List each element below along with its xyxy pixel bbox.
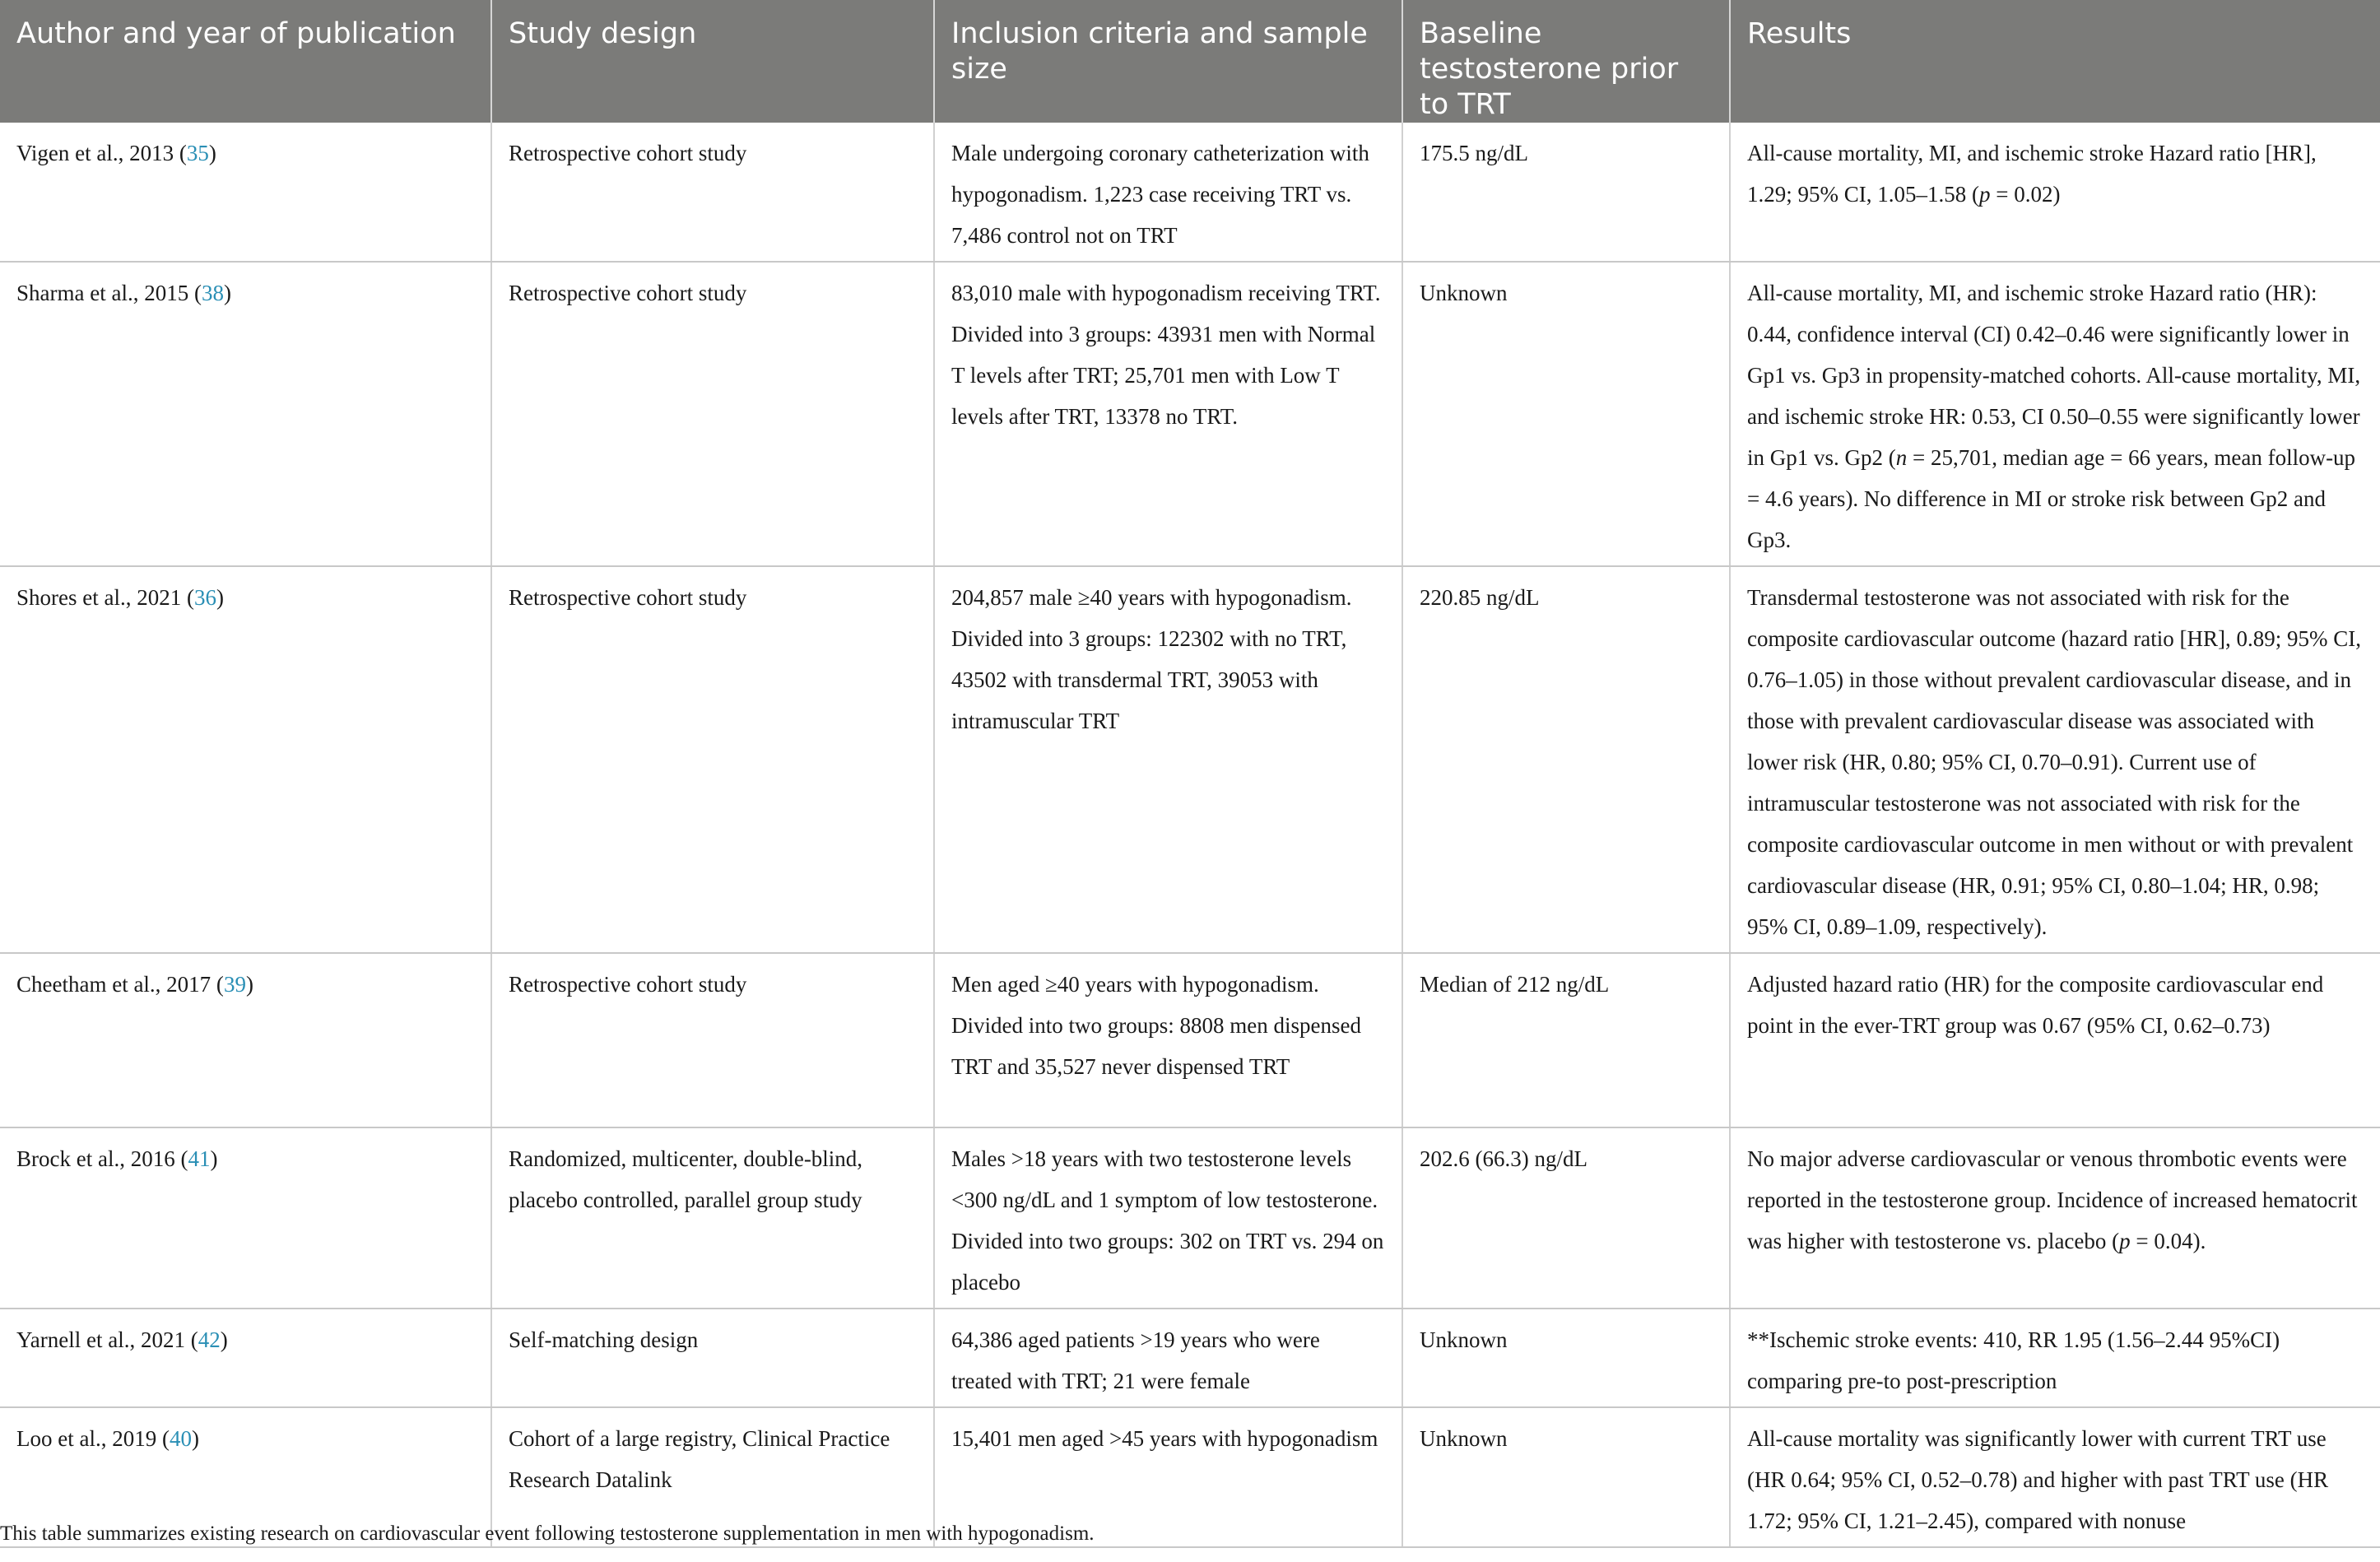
author-text-close: ) (216, 585, 224, 610)
reference-link[interactable]: 42 (198, 1327, 221, 1352)
header-criteria: Inclusion criteria and sample size (934, 0, 1402, 123)
results-cell (1730, 1407, 2380, 1547)
reference-link[interactable]: 39 (223, 972, 246, 997)
criteria-cell: Males >18 years with two testosterone levels <300 ng/dL and 1 symptom of low testosterone. Divided into two groups: 302 on TRT vs. 294 on placebo (934, 1127, 1402, 1309)
header-baseline: Baseline testosterone prior to TRT (1402, 0, 1730, 123)
design-cell: Retrospective cohort study (491, 566, 934, 953)
author-text: Brock et al., 2016 ( (16, 1146, 188, 1171)
results-cell (1730, 1127, 2380, 1309)
criteria-cell: Men aged ≥40 years with hypogonadism. Divided into two groups: 8808 men dispensed TRT and 35,527 never dispensed TRT (934, 953, 1402, 1127)
results-cell (1730, 566, 2380, 953)
table-row (0, 262, 2380, 566)
baseline-cell: Unknown (1402, 1407, 1730, 1547)
results-text: **Ischemic stroke events: 410, RR 1.95 (1.56–2.44 95%CI) comparing pre-to post-prescription (1747, 1327, 2280, 1393)
results-text: No major adverse cardiovascular or venous thrombotic events were reported in the testosterone group. Incidence of increased hematocrit was higher with testosterone vs. placebo ( (1747, 1146, 2358, 1253)
baseline-cell: 175.5 ng/dL (1402, 123, 1730, 262)
design-cell: Retrospective cohort study (491, 262, 934, 566)
header-design: Study design (491, 0, 934, 123)
results-text: All-cause mortality, MI, and ischemic stroke Hazard ratio [HR], 1.29; 95% CI, 1.05–1.58 ( (1747, 141, 2317, 207)
results-text: All-cause mortality was significantly lower with current TRT use (HR 0.64; 95% CI, 0.52–0.78) and higher with past TRT use (HR 1.72; 95% CI, 1.21–2.45), compared with nonuse (1747, 1426, 2329, 1533)
reference-link[interactable]: 41 (188, 1146, 211, 1171)
table-row (0, 953, 2380, 1127)
author-text-close: ) (191, 1426, 199, 1451)
author-text-close: ) (210, 1146, 218, 1171)
design-cell: Self-matching design (491, 1309, 934, 1407)
results-italic: p (2119, 1229, 2131, 1253)
header-results: Results (1730, 0, 2380, 123)
criteria-cell: Male undergoing coronary catheterization with hypogonadism. 1,223 case receiving TRT vs. 7,486 control not on TRT (934, 123, 1402, 262)
author-text: Loo et al., 2019 ( (16, 1426, 170, 1451)
results-cell (1730, 123, 2380, 262)
table-row (0, 1127, 2380, 1309)
results-cell (1730, 1309, 2380, 1407)
table-row (0, 1309, 2380, 1407)
author-cell (0, 1309, 491, 1407)
author-text-close: ) (208, 141, 216, 165)
results-text-end: = 0.02) (1990, 182, 2061, 207)
criteria-cell: 15,401 men aged >45 years with hypogonadism (934, 1407, 1402, 1547)
results-cell (1730, 953, 2380, 1127)
reference-link[interactable]: 40 (169, 1426, 192, 1451)
results-text-end: = 0.04). (2130, 1229, 2206, 1253)
results-italic: n (1895, 445, 1908, 470)
results-cell (1730, 262, 2380, 566)
author-text: Vigen et al., 2013 ( (16, 141, 187, 165)
table-row (0, 123, 2380, 262)
design-cell: Randomized, multicenter, double-blind, placebo controlled, parallel group study (491, 1127, 934, 1309)
table-footnote: This table summarizes existing research on cardiovascular event following testosterone supplementation in men with hypogonadism. (0, 1522, 1095, 1545)
author-text-close: ) (220, 1327, 228, 1352)
design-cell: Retrospective cohort study (491, 953, 934, 1127)
author-text-close: ) (245, 972, 253, 997)
author-cell (0, 123, 491, 262)
results-text: Transdermal testosterone was not associated with risk for the composite cardiovascular outcome (hazard ratio [HR], 0.89; 95% CI, 0.76–1.05) in those without prevalent cardiovascular disease, and in those with prevalent cardiovascular disease was associated with lower risk (HR, 0.80; 95% CI, 0.70–0.91). Current use of intramuscular testosterone was not associated with risk for the composite cardiovascular outcome in men without or with prevalent cardiovascular disease (HR, 0.91; 95% CI, 0.80–1.04; HR, 0.98; 95% CI, 0.89–1.09, respectively). (1747, 585, 2362, 939)
author-cell (0, 566, 491, 953)
author-text: Sharma et al., 2015 ( (16, 281, 202, 305)
design-cell: Retrospective cohort study (491, 123, 934, 262)
author-cell (0, 1127, 491, 1309)
reference-link[interactable]: 38 (201, 281, 224, 305)
table-row (0, 566, 2380, 953)
baseline-cell: Median of 212 ng/dL (1402, 953, 1730, 1127)
criteria-cell: 83,010 male with hypogonadism receiving TRT. Divided into 3 groups: 43931 men with Normal T levels after TRT; 25,701 men with Low T levels after TRT, 13378 no TRT. (934, 262, 1402, 566)
results-text: Adjusted hazard ratio (HR) for the composite cardiovascular end point in the ever-TRT group was 0.67 (95% CI, 0.62–0.73) (1747, 972, 2324, 1038)
author-cell (0, 262, 491, 566)
author-text: Yarnell et al., 2021 ( (16, 1327, 198, 1352)
author-cell (0, 953, 491, 1127)
reference-link[interactable]: 36 (193, 585, 216, 610)
baseline-cell: 220.85 ng/dL (1402, 566, 1730, 953)
author-text: Cheetham et al., 2017 ( (16, 972, 224, 997)
baseline-cell: 202.6 (66.3) ng/dL (1402, 1127, 1730, 1309)
baseline-cell: Unknown (1402, 1309, 1730, 1407)
results-text: All-cause mortality, MI, and ischemic stroke Hazard ratio (HR): 0.44, confidence interval (CI) 0.42–0.46 were significantly lower in Gp1 vs. Gp3 in propensity-matched cohorts. All-cause mortality, MI, and ischemic stroke HR: 0.53, CI 0.50–0.55 were significantly lower in Gp1 vs. Gp2 ( (1747, 281, 2361, 470)
author-text: Shores et al., 2021 ( (16, 585, 194, 610)
author-text-close: ) (223, 281, 231, 305)
design-cell: Cohort of a large registry, Clinical Practice Research Datalink (491, 1407, 934, 1547)
results-italic: p (1978, 182, 1991, 207)
criteria-cell: 64,386 aged patients >19 years who were treated with TRT; 21 were female (934, 1309, 1402, 1407)
criteria-cell: 204,857 male ≥40 years with hypogonadism. Divided into 3 groups: 122302 with no TRT, 43502 with transdermal TRT, 39053 with intramuscular TRT (934, 566, 1402, 953)
header-row (0, 0, 2380, 123)
baseline-cell: Unknown (1402, 262, 1730, 566)
reference-link[interactable]: 35 (186, 141, 209, 165)
header-author: Author and year of publication (0, 0, 491, 123)
results-text-end: = 25,701, median age = 66 years, mean follow-up = 4.6 years). No difference in MI or stroke risk between Gp2 and Gp3. (1747, 445, 2356, 552)
